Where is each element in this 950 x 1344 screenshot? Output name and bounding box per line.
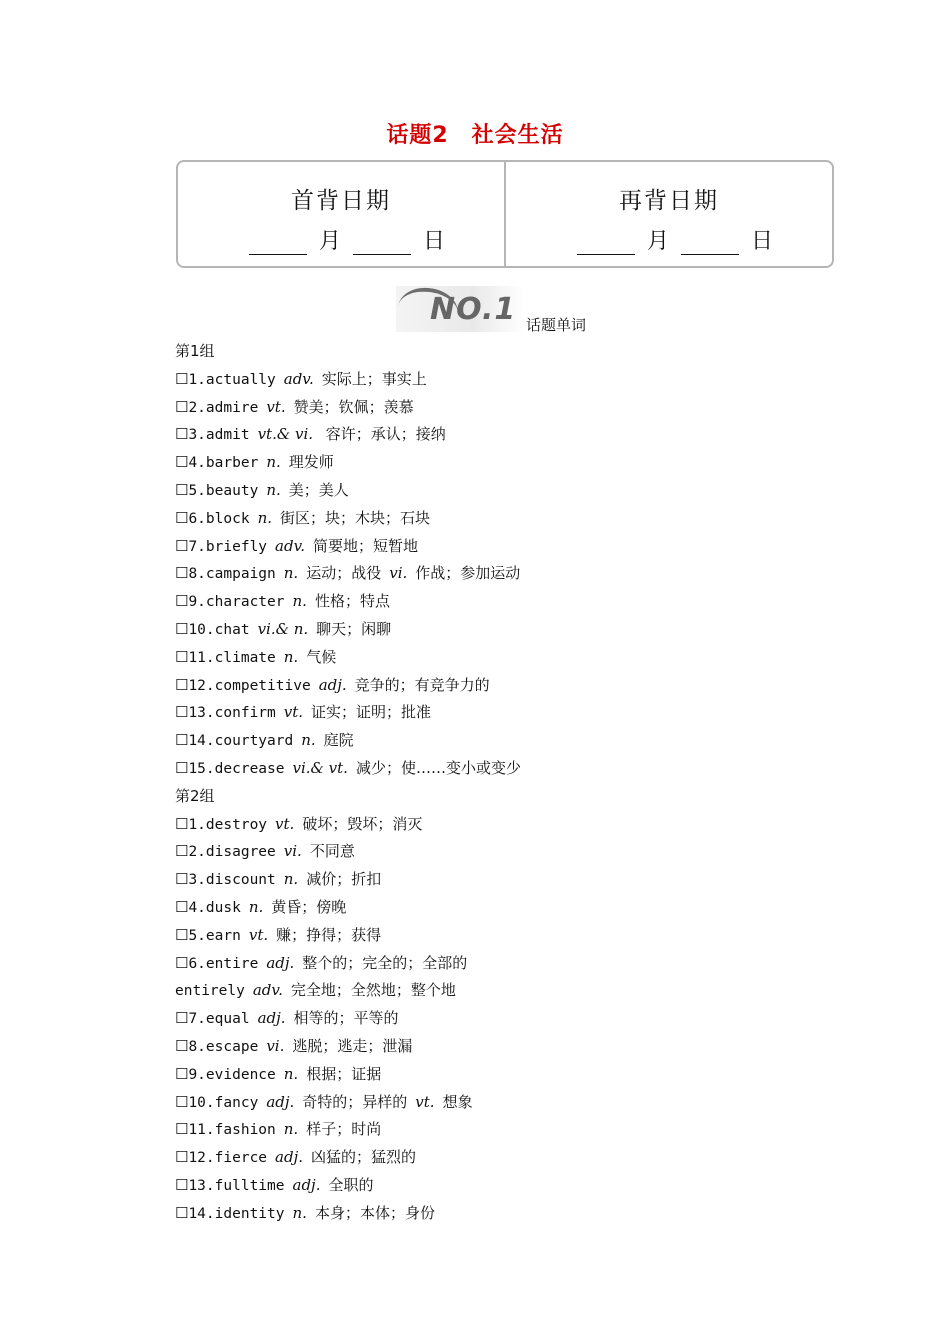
section-number-logo — [396, 286, 524, 332]
part-of-speech: vi. — [283, 842, 302, 861]
vocab-item — [175, 1005, 815, 1033]
part-of-speech: vt. — [283, 703, 304, 722]
vocab-word: discount — [205, 872, 276, 889]
first-date-fields — [178, 224, 504, 255]
vocab-item — [175, 894, 815, 922]
checkbox[interactable]: ☐ — [175, 1148, 189, 1167]
vocab-item — [175, 1061, 815, 1089]
definition: 想象 — [442, 1092, 473, 1111]
definition: 简要地；短暂地 — [313, 536, 419, 555]
vocab-word: climate — [214, 649, 276, 666]
part-of-speech: adj. — [266, 953, 295, 972]
item-number: 12. — [188, 677, 215, 694]
vocab-word: fancy — [214, 1094, 259, 1111]
vocab-item — [175, 477, 815, 505]
checkbox[interactable]: ☐ — [175, 675, 189, 694]
vocab-word: campaign — [205, 566, 276, 583]
vocab-item — [175, 505, 815, 533]
day-blank[interactable] — [353, 232, 411, 255]
checkbox[interactable]: ☐ — [175, 480, 189, 499]
checkbox[interactable]: ☐ — [175, 1009, 189, 1028]
vocab-item — [175, 588, 815, 616]
definition: 庭院 — [323, 731, 354, 750]
item-number: 13. — [188, 705, 215, 722]
vocab-word: beauty — [205, 482, 259, 499]
checkbox[interactable]: ☐ — [175, 1120, 189, 1139]
definition: 黄昏；傍晚 — [271, 897, 347, 916]
day-blank[interactable] — [681, 232, 739, 255]
item-number: 10. — [188, 621, 215, 638]
vocab-word: evidence — [205, 1066, 276, 1083]
vocab-item — [175, 755, 815, 783]
checkbox[interactable]: ☐ — [175, 870, 189, 889]
item-number: 15. — [188, 760, 215, 777]
checkbox[interactable]: ☐ — [175, 953, 189, 972]
vocab-item — [175, 1200, 815, 1228]
vocab-item — [175, 1144, 815, 1172]
checkbox[interactable]: ☐ — [175, 508, 189, 527]
vocab-item — [175, 672, 815, 700]
definition: 赚；挣得；获得 — [276, 925, 382, 944]
item-number: 1. — [188, 371, 206, 388]
checkbox[interactable]: ☐ — [175, 397, 189, 416]
part-of-speech: vi.& n. — [257, 619, 309, 638]
part-of-speech: adj. — [318, 675, 347, 694]
vocab-item — [175, 533, 815, 561]
part-of-speech: vt. — [248, 925, 269, 944]
part-of-speech: adj. — [275, 1148, 304, 1167]
vocab-item — [175, 616, 815, 644]
vocab-item — [175, 560, 815, 588]
vocab-word: identity — [214, 1205, 285, 1222]
part-of-speech: n. — [248, 897, 264, 916]
vocab-word: destroy — [205, 816, 268, 833]
checkbox[interactable]: ☐ — [175, 453, 189, 472]
part-of-speech: n. — [283, 1064, 299, 1083]
definition: 整个的；完全的；全部的 — [302, 953, 468, 972]
vocab-item — [175, 950, 815, 978]
month-blank[interactable] — [249, 232, 307, 255]
vocab-word: decrease — [214, 760, 285, 777]
item-number: 14. — [188, 1205, 215, 1222]
part-of-speech: vi. — [266, 1036, 285, 1055]
definition: 破坏；毁坏；消灭 — [302, 814, 423, 833]
vocab-item — [175, 1116, 815, 1144]
day-label: 日 — [423, 229, 446, 254]
vocab-item — [175, 449, 815, 477]
item-number: 5. — [188, 482, 206, 499]
vocab-word: admire — [205, 399, 259, 416]
vocab-word: block — [205, 510, 250, 527]
item-number: 7. — [188, 538, 206, 555]
vocab-word: entirely — [175, 983, 245, 1000]
part-of-speech: n. — [257, 508, 273, 527]
item-number: 7. — [188, 1011, 206, 1028]
vocab-item — [175, 1033, 815, 1061]
item-number: 11. — [188, 1122, 215, 1139]
definition: 减少；使……变小或变少 — [355, 758, 521, 777]
vocab-item — [175, 1089, 815, 1117]
logo-text: NO.1 — [430, 292, 517, 327]
part-of-speech: adj. — [257, 1009, 286, 1028]
definition: 赞美；钦佩；羡慕 — [293, 397, 414, 416]
second-date-label: 再背日期 — [619, 188, 719, 214]
part-of-speech: vi.& vt. — [292, 758, 348, 777]
item-number: 3. — [188, 427, 206, 444]
definition: 减价；折扣 — [306, 870, 382, 889]
definition: 完全地；全然地；整个地 — [290, 981, 456, 1000]
item-number: 4. — [188, 899, 206, 916]
definition: 容许；承认；接纳 — [321, 425, 446, 444]
checkbox[interactable]: ☐ — [175, 369, 189, 388]
part-of-speech: adj. — [266, 1092, 295, 1111]
part-of-speech: n. — [283, 1120, 299, 1139]
definition: 实际上；事实上 — [321, 369, 427, 388]
part-of-speech: n. — [283, 647, 299, 666]
definition: 聊天；闲聊 — [316, 619, 392, 638]
checkbox[interactable]: ☐ — [175, 425, 189, 444]
part-of-speech: vi. — [389, 564, 408, 583]
part-of-speech: n. — [283, 870, 299, 889]
item-number: 9. — [188, 1066, 206, 1083]
vocab-item — [175, 699, 815, 727]
month-label: 月 — [318, 229, 341, 254]
checkbox[interactable]: ☐ — [175, 925, 189, 944]
checkbox[interactable]: ☐ — [175, 619, 189, 638]
checkbox[interactable]: ☐ — [175, 842, 189, 861]
part-of-speech: vt. — [275, 814, 295, 833]
item-number: 2. — [188, 844, 206, 861]
item-number: 6. — [188, 955, 206, 972]
checkbox[interactable]: ☐ — [175, 731, 189, 750]
vocab-item — [175, 1172, 815, 1200]
part-of-speech: n. — [266, 480, 281, 499]
item-number: 3. — [188, 872, 206, 889]
checkbox[interactable]: ☐ — [175, 814, 189, 833]
item-number: 1. — [188, 816, 206, 833]
vocab-word: earn — [205, 927, 241, 944]
item-number: 14. — [188, 733, 215, 750]
section-label: 话题单词 — [526, 316, 587, 334]
definition: 全职的 — [328, 1175, 374, 1194]
checkbox[interactable]: ☐ — [175, 1092, 189, 1111]
part-of-speech: n. — [301, 731, 316, 750]
definition: 街区；块；木块；石块 — [280, 508, 431, 527]
item-number: 9. — [188, 594, 206, 611]
checkbox[interactable]: ☐ — [175, 1175, 189, 1194]
definition: 逃脱；逃走；泄漏 — [292, 1036, 413, 1055]
part-of-speech: vt.& vi. — [257, 425, 314, 444]
vocab-item — [175, 922, 815, 950]
item-number: 6. — [188, 510, 206, 527]
vocab-word: character — [205, 594, 285, 611]
part-of-speech: adj. — [292, 1175, 321, 1194]
definition: 本身；本体；身份 — [314, 1203, 435, 1222]
vocab-word: disagree — [205, 844, 276, 861]
item-number: 11. — [188, 649, 215, 666]
item-number: 4. — [188, 455, 206, 472]
vocab-item — [175, 366, 815, 394]
part-of-speech: n. — [283, 564, 299, 583]
part-of-speech: adv. — [275, 536, 306, 555]
definition: 不同意 — [309, 842, 355, 861]
definition: 奇特的；异样的 — [302, 1092, 408, 1111]
part-of-speech: n. — [292, 592, 307, 611]
study-date-box — [176, 160, 834, 268]
vocab-word: admit — [205, 427, 250, 444]
part-of-speech: adv. — [252, 981, 283, 1000]
vocab-item — [175, 866, 815, 894]
checkbox[interactable]: ☐ — [175, 536, 189, 555]
checkbox[interactable]: ☐ — [175, 564, 189, 583]
vocab-word: competitive — [214, 677, 311, 694]
first-date-label: 首背日期 — [291, 188, 391, 214]
definition: 作战；参加运动 — [415, 564, 521, 583]
month-label: 月 — [646, 229, 669, 254]
item-number: 5. — [188, 927, 206, 944]
vocab-word: chat — [214, 621, 250, 638]
vocab-word: escape — [205, 1038, 259, 1055]
definition: 根据；证据 — [306, 1064, 382, 1083]
definition: 运动；战役 — [306, 564, 382, 583]
second-date-fields — [506, 224, 832, 255]
checkbox[interactable]: ☐ — [175, 897, 189, 916]
item-number: 12. — [188, 1150, 215, 1167]
vocab-item — [175, 977, 815, 1005]
vocab-item — [175, 644, 815, 672]
definition: 凶猛的；猛烈的 — [311, 1148, 417, 1167]
item-number: 8. — [188, 1038, 206, 1055]
part-of-speech: vt. — [266, 397, 286, 416]
part-of-speech: n. — [292, 1203, 307, 1222]
definition: 理发师 — [288, 453, 334, 472]
first-study-date — [178, 162, 504, 266]
month-blank[interactable] — [577, 232, 635, 255]
group-label: 第2组 — [175, 786, 215, 805]
checkbox[interactable]: ☐ — [175, 1064, 189, 1083]
vocab-word: equal — [205, 1011, 250, 1028]
definition: 样子；时尚 — [306, 1120, 382, 1139]
vocab-word: barber — [205, 455, 259, 472]
checkbox[interactable]: ☐ — [175, 592, 189, 611]
definition: 相等的；平等的 — [293, 1009, 399, 1028]
vocab-item — [175, 838, 815, 866]
vocab-word: briefly — [205, 538, 268, 555]
definition: 气候 — [306, 647, 337, 666]
part-of-speech: n. — [266, 453, 281, 472]
vocab-item — [175, 727, 815, 755]
item-number: 2. — [188, 399, 206, 416]
vocab-word: actually — [205, 371, 276, 388]
checkbox[interactable]: ☐ — [175, 1203, 189, 1222]
vocab-item — [175, 811, 815, 839]
vocab-item — [175, 421, 815, 449]
part-of-speech: vt. — [415, 1092, 435, 1111]
vocab-item — [175, 394, 815, 422]
vocab-word: dusk — [205, 899, 241, 916]
item-number: 10. — [188, 1094, 215, 1111]
checkbox[interactable]: ☐ — [175, 1036, 189, 1055]
vocabulary-list — [175, 338, 815, 1228]
page-title: 话题2 社会生活 — [386, 123, 564, 148]
checkbox[interactable]: ☐ — [175, 647, 189, 666]
part-of-speech: adv. — [283, 369, 314, 388]
definition: 美；美人 — [288, 480, 349, 499]
second-study-date — [504, 162, 832, 266]
day-label: 日 — [751, 229, 774, 254]
definition: 竞争的；有竞争力的 — [354, 675, 490, 694]
vocab-word: courtyard — [214, 733, 294, 750]
definition: 性格；特点 — [314, 592, 390, 611]
item-number: 13. — [188, 1177, 215, 1194]
checkbox[interactable]: ☐ — [175, 758, 189, 777]
checkbox[interactable]: ☐ — [175, 703, 189, 722]
vocab-word: entire — [205, 955, 259, 972]
vocab-word: fulltime — [214, 1177, 285, 1194]
vocab-word: fierce — [214, 1150, 268, 1167]
group-label: 第1组 — [175, 342, 215, 360]
item-number: 8. — [188, 566, 206, 583]
definition: 证实；证明；批准 — [311, 703, 432, 722]
vocab-word: fashion — [214, 1122, 276, 1139]
vocab-word: confirm — [214, 705, 276, 722]
